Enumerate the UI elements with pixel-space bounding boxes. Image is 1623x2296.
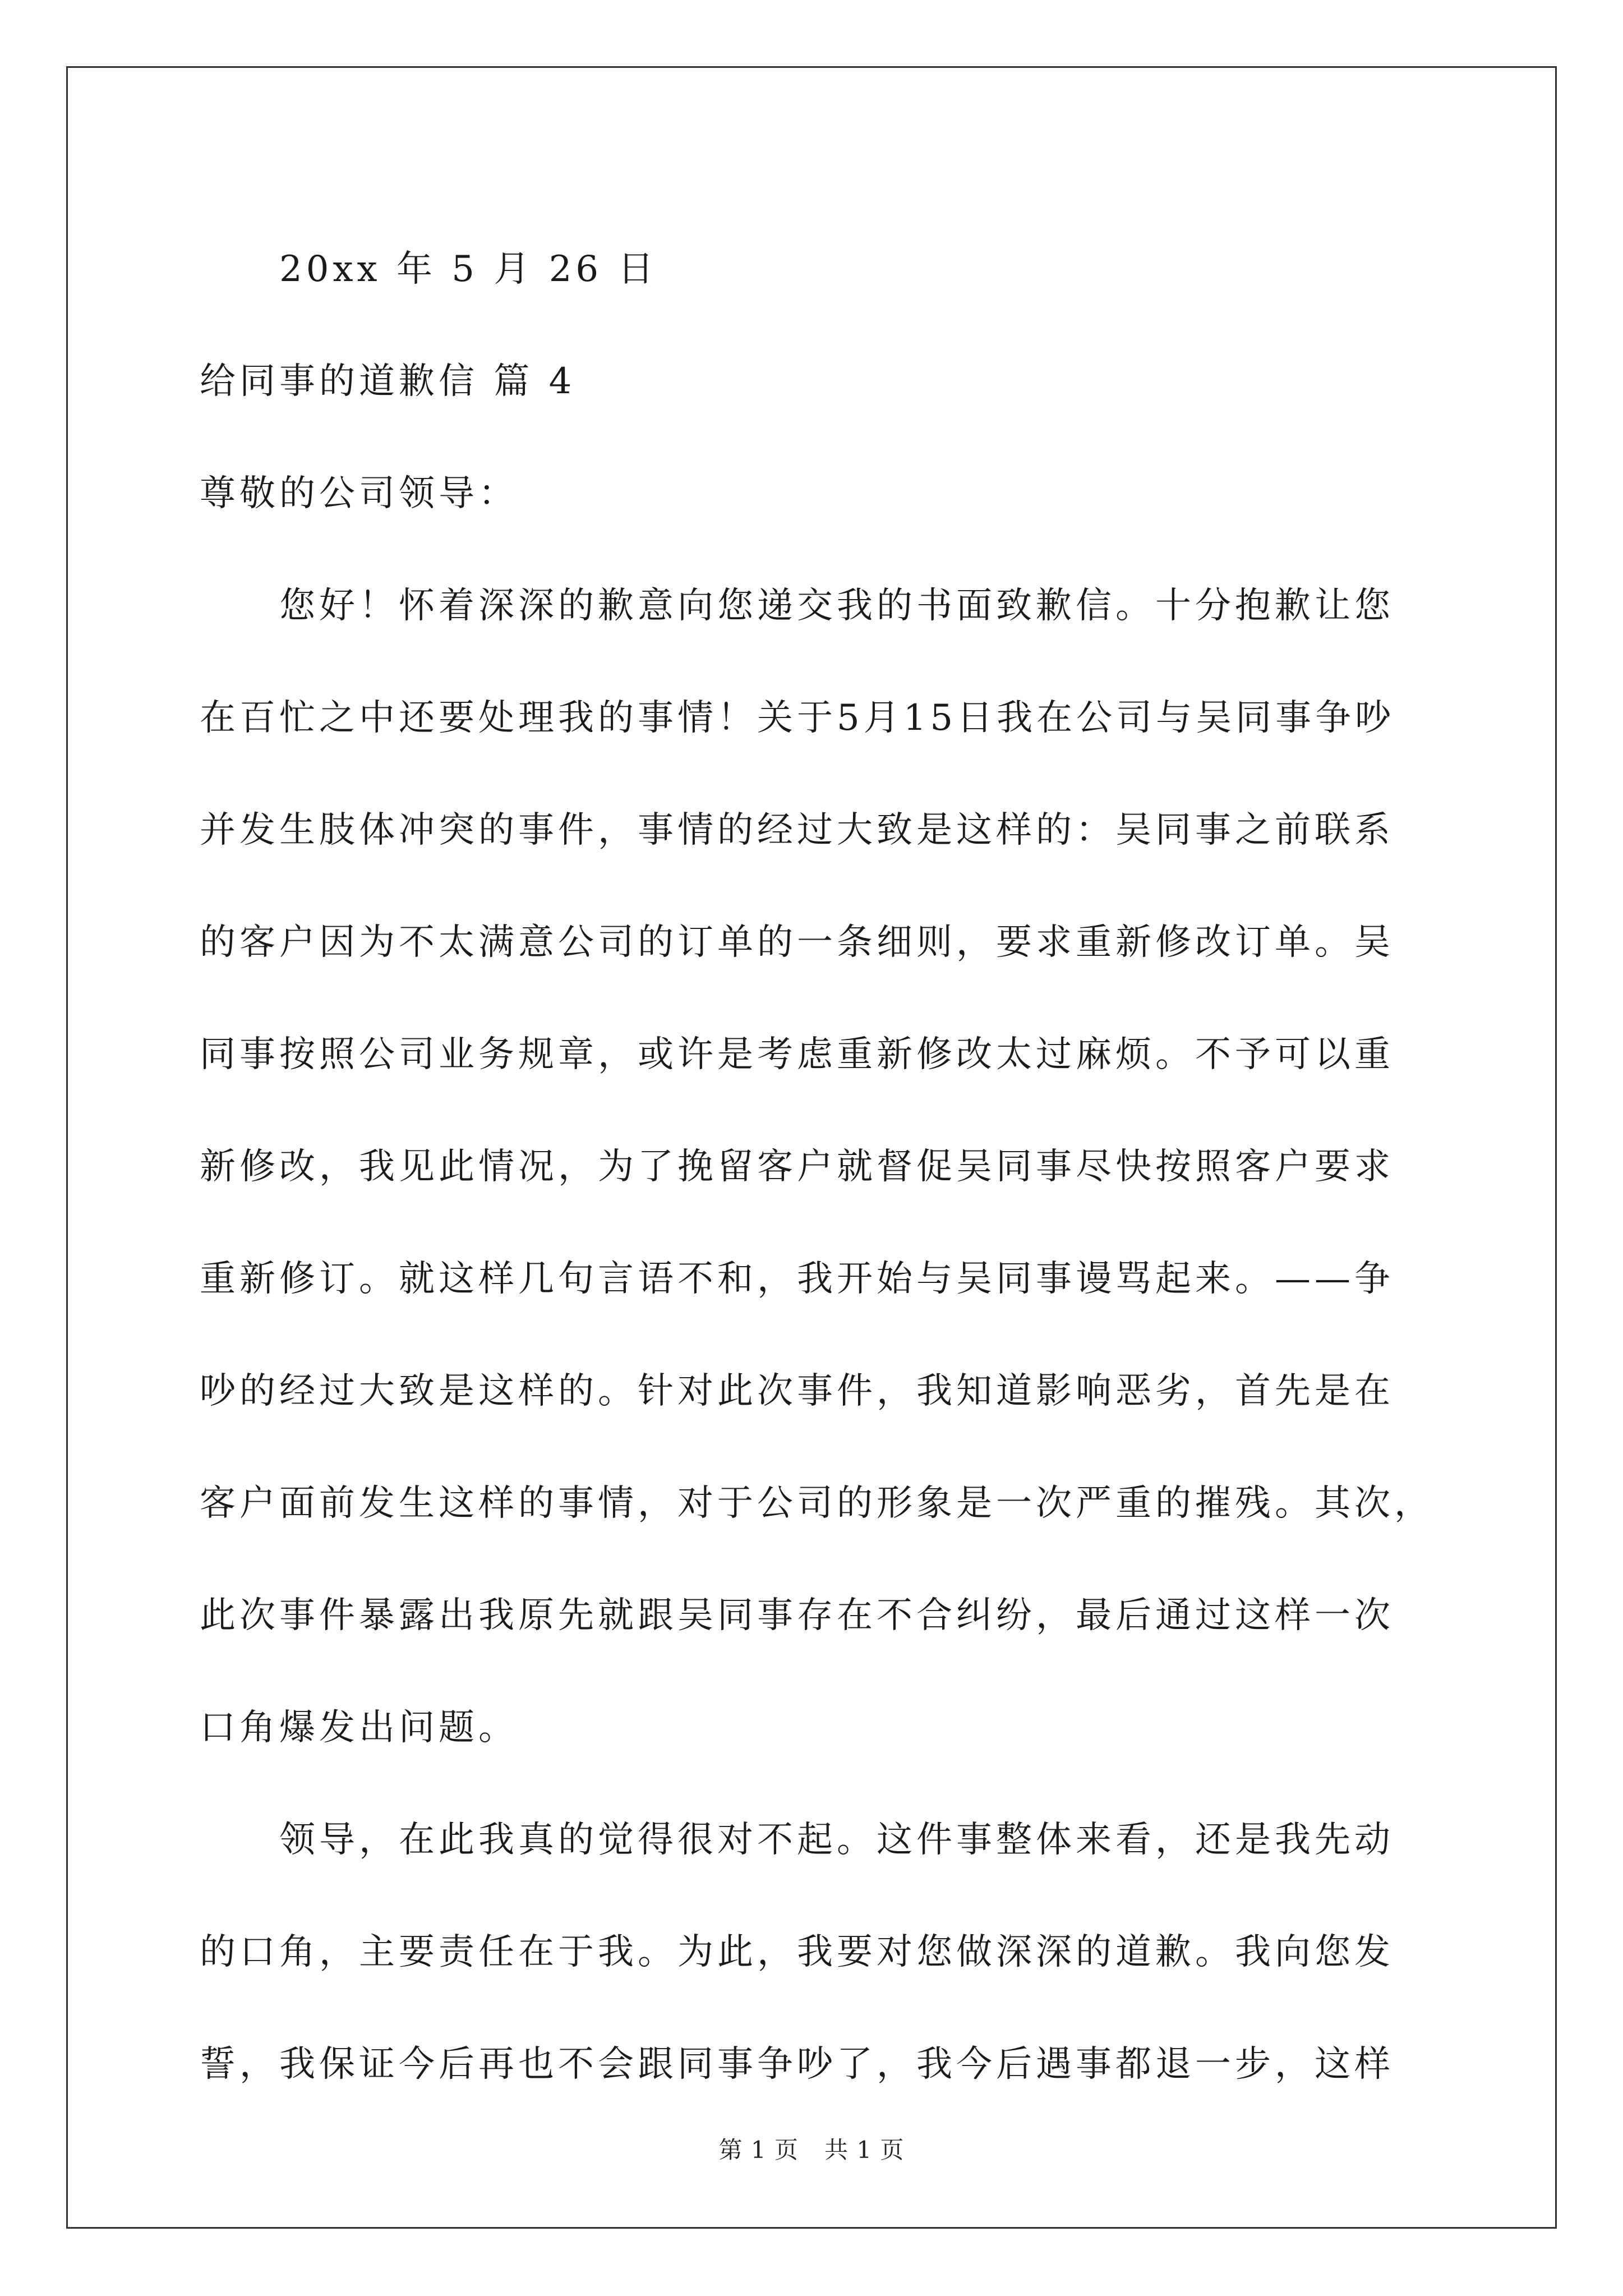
- paragraph-line: 吵的经过大致是这样的。针对此次事件，我知道影响恶劣，首先是在: [200, 1370, 1394, 1412]
- paragraph-line: 誓，我保证今后再也不会跟同事争吵了，我今后遇事都退一步，这样: [200, 2044, 1394, 2085]
- page-total: 共 1 页: [824, 2136, 905, 2164]
- page-number: 第 1 页: [718, 2136, 799, 2164]
- paragraph-line: 并发生肢体冲突的事件，事情的经过大致是这样的：吴同事之前联系: [200, 809, 1394, 851]
- paragraph-line: 此次事件暴露出我原先就跟吴同事存在不合纠纷，最后通过这样一次: [200, 1595, 1394, 1636]
- paragraph-line: 的口角，主要责任在于我。为此，我要对您做深深的道歉。我向您发: [200, 1931, 1394, 1973]
- heading: 给同事的道歉信 篇 4: [200, 361, 576, 402]
- page-footer: [0, 2132, 1623, 2165]
- paragraph-2: [200, 1784, 1433, 2120]
- paragraph-line: 的客户因为不太满意公司的订单的一条细则，要求重新修改订单。吴: [200, 922, 1394, 963]
- paragraph-line: 新修改，我见此情况，为了挽留客户就督促吴同事尽快按照客户要求: [200, 1146, 1394, 1188]
- paragraph-line: 您好！怀着深深的歉意向您递交我的书面致歉信。十分抱歉让您: [279, 585, 1394, 627]
- date-line: 20xx 年 5 月 26 日: [279, 249, 658, 290]
- paragraph-line: 在百忙之中还要处理我的事情！关于5月15日我在公司与吴同事争吵: [200, 697, 1395, 739]
- paragraph-line: 领导，在此我真的觉得很对不起。这件事整体来看，还是我先动: [279, 1819, 1394, 1861]
- paragraph-line: 重新修订。就这样几句言语不和，我开始与吴同事谩骂起来。——争: [200, 1258, 1394, 1300]
- paragraph-line: 客户面前发生这样的事情，对于公司的形象是一次严重的摧残。其次，: [200, 1483, 1434, 1524]
- paragraph-line: 同事按照公司业务规章，或许是考虑重新修改太过麻烦。不予可以重: [200, 1034, 1394, 1075]
- paragraph-line: 口角爆发出问题。: [200, 1707, 518, 1749]
- document-body: [200, 213, 1433, 2120]
- paragraph-1: [200, 550, 1433, 1784]
- salutation: 尊敬的公司领导：: [200, 473, 518, 514]
